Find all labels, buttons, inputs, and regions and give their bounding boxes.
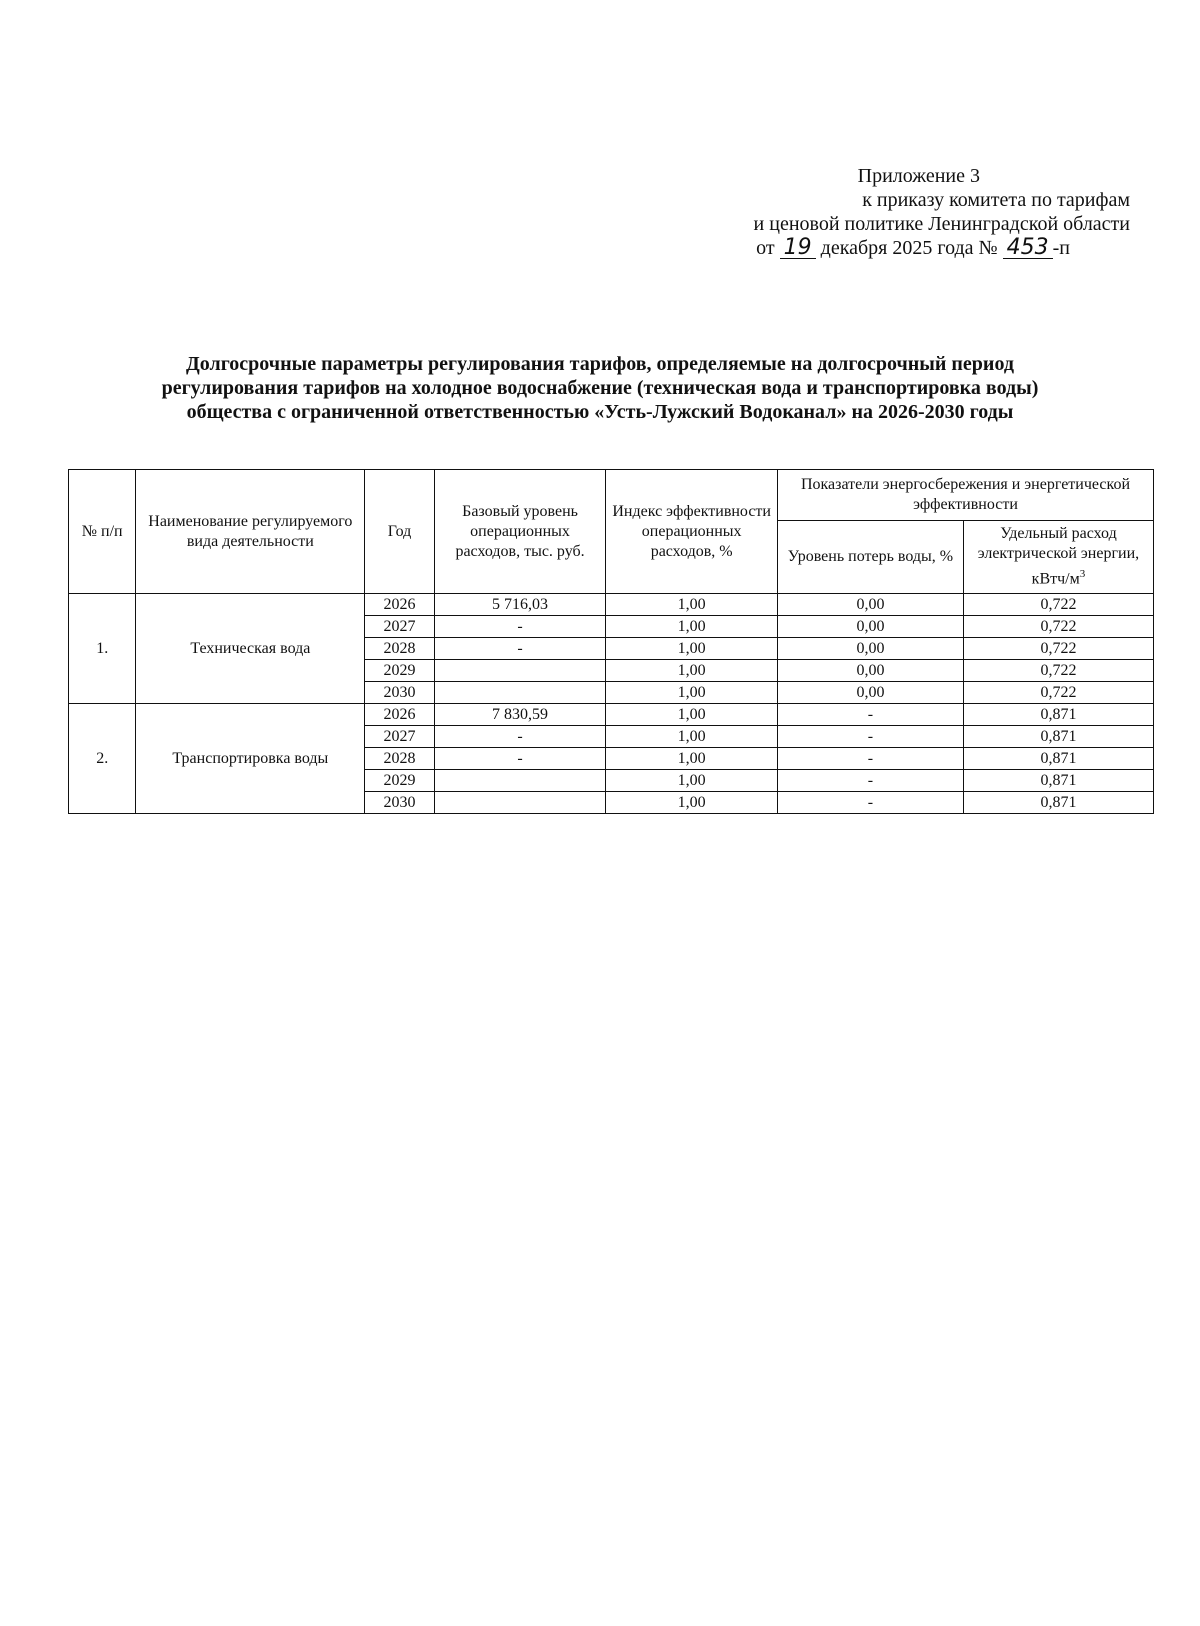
cell-base: - — [434, 638, 606, 660]
date-prefix: от — [756, 237, 775, 259]
cell-group-name: Транспортировка воды — [136, 704, 365, 814]
appendix-order-line: к приказу комитета по тарифам — [862, 189, 1130, 211]
cell-loss: - — [777, 704, 963, 726]
cell-electricity: 0,871 — [963, 726, 1153, 748]
cell-electricity: 0,722 — [963, 616, 1153, 638]
header-no: № п/п — [69, 470, 136, 594]
cell-group-no: 2. — [69, 704, 136, 814]
cell-base: - — [434, 616, 606, 638]
cell-year: 2026 — [365, 704, 434, 726]
cell-base — [434, 660, 606, 682]
cell-electricity: 0,871 — [963, 770, 1153, 792]
title-line-2: регулирования тарифов на холодное водоснабжение (техническая вода и транспортировка воды) — [161, 377, 1039, 399]
table-body — [69, 594, 1154, 814]
cell-base — [434, 770, 606, 792]
cell-base: 7 830,59 — [434, 704, 606, 726]
cell-electricity: 0,871 — [963, 748, 1153, 770]
cell-loss: 0,00 — [777, 660, 963, 682]
header-electricity-text: Удельный расход электрической энергии, кВтч/м — [977, 525, 1140, 588]
cell-base: - — [434, 726, 606, 748]
cell-base — [434, 792, 606, 814]
header-energy-group: Показатели энергосбережения и энергетической эффективности — [777, 470, 1153, 521]
cell-loss: - — [777, 748, 963, 770]
cell-index: 1,00 — [606, 660, 778, 682]
cell-year: 2028 — [365, 748, 434, 770]
cell-year: 2029 — [365, 770, 434, 792]
cell-loss: - — [777, 726, 963, 748]
header-year: Год — [365, 470, 434, 594]
cell-year: 2027 — [365, 616, 434, 638]
appendix-date-line — [600, 236, 1130, 260]
header-water-loss: Уровень потерь воды, % — [777, 521, 963, 594]
number-suffix: -п — [1052, 237, 1070, 259]
cell-year: 2026 — [365, 594, 434, 616]
cell-loss: 0,00 — [777, 682, 963, 704]
cell-base: 5 716,03 — [434, 594, 606, 616]
cell-electricity: 0,722 — [963, 682, 1153, 704]
header-electricity-sup: 3 — [1079, 568, 1086, 581]
appendix-title: Приложение 3 — [857, 165, 980, 187]
header-base-level: Базовый уровень операционных расходов, тыс. руб. — [434, 470, 606, 594]
cell-index: 1,00 — [606, 726, 778, 748]
header-efficiency-index: Индекс эффективности операционных расходов, % — [606, 470, 778, 594]
date-middle: декабря 2025 года № — [820, 237, 998, 259]
cell-loss: 0,00 — [777, 638, 963, 660]
appendix-committee-line: и ценовой политике Ленинградской области — [753, 213, 1130, 235]
cell-index: 1,00 — [606, 770, 778, 792]
cell-year: 2029 — [365, 660, 434, 682]
title-line-1: Долгосрочные параметры регулирования тарифов, определяемые на долгосрочный период — [186, 353, 1014, 375]
cell-electricity: 0,722 — [963, 638, 1153, 660]
cell-loss: - — [777, 792, 963, 814]
cell-electricity: 0,722 — [963, 660, 1153, 682]
cell-year: 2028 — [365, 638, 434, 660]
cell-loss: 0,00 — [777, 594, 963, 616]
cell-year: 2030 — [365, 682, 434, 704]
parameters-table — [68, 469, 1154, 814]
appendix-header — [600, 164, 1130, 260]
cell-index: 1,00 — [606, 594, 778, 616]
header-electricity — [963, 521, 1153, 594]
cell-group-name: Техническая вода — [136, 594, 365, 704]
cell-loss: - — [777, 770, 963, 792]
cell-group-no: 1. — [69, 594, 136, 704]
cell-year: 2027 — [365, 726, 434, 748]
cell-base: - — [434, 748, 606, 770]
cell-index: 1,00 — [606, 616, 778, 638]
table-row — [69, 594, 1154, 616]
cell-electricity: 0,871 — [963, 792, 1153, 814]
cell-loss: 0,00 — [777, 616, 963, 638]
cell-electricity: 0,871 — [963, 704, 1153, 726]
title-line-3: общества с ограниченной ответственностью «Усть-Лужский Водоканал» на 2026-2030 годы — [186, 401, 1014, 423]
handwritten-number: 453 — [1003, 238, 1053, 259]
cell-electricity: 0,722 — [963, 594, 1153, 616]
handwritten-day: 19 — [780, 238, 816, 259]
cell-index: 1,00 — [606, 748, 778, 770]
table-header — [69, 470, 1154, 594]
cell-index: 1,00 — [606, 638, 778, 660]
cell-year: 2030 — [365, 792, 434, 814]
document-title — [60, 352, 1140, 424]
table-row — [69, 704, 1154, 726]
cell-index: 1,00 — [606, 682, 778, 704]
cell-index: 1,00 — [606, 792, 778, 814]
cell-index: 1,00 — [606, 704, 778, 726]
cell-base — [434, 682, 606, 704]
header-name: Наименование регулируемого вида деятельности — [136, 470, 365, 594]
